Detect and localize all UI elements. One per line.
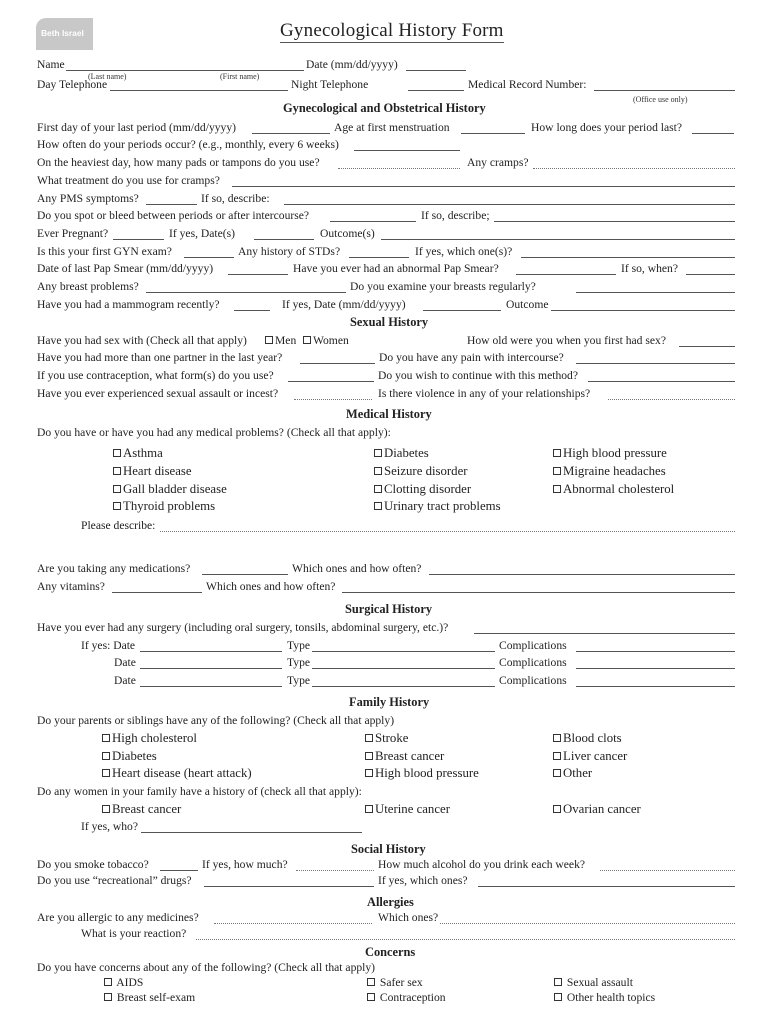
surgery-date-label-2: Date bbox=[114, 656, 136, 669]
stds-label: Any history of STDs? bbox=[238, 245, 341, 258]
surgery-question: Have you ever had any surgery (including oral surgery, tonsils, abdominal surgery, etc.)? bbox=[37, 621, 449, 634]
allergies-heading: Allergies bbox=[367, 895, 414, 909]
ever-pregnant-field[interactable] bbox=[113, 239, 164, 240]
concern-safer-sex-option[interactable]: Safer sex bbox=[367, 976, 423, 990]
surgery-type-label-2: Type bbox=[287, 656, 311, 669]
more-partner-label: Have you had more than one partner in the last year? bbox=[37, 351, 283, 364]
form-title: Gynecological History Form bbox=[280, 20, 504, 41]
spot-label: Do you spot or bleed between periods or after intercourse? bbox=[37, 209, 310, 222]
logo-text: Beth Israel bbox=[41, 28, 84, 38]
office-use-hint: (Office use only) bbox=[633, 95, 688, 104]
reaction-label: What is your reaction? bbox=[81, 927, 187, 940]
first-day-field[interactable] bbox=[252, 133, 330, 134]
surgery-complications-label-2: Complications bbox=[499, 656, 567, 669]
med-which-field[interactable] bbox=[429, 574, 735, 575]
pms-label: Any PMS symptoms? bbox=[37, 192, 139, 205]
concern-other-checkbox[interactable] bbox=[554, 993, 562, 1001]
treatment-field[interactable] bbox=[232, 186, 735, 187]
surgical-heading: Surgical History bbox=[345, 602, 433, 616]
age-first-field[interactable] bbox=[461, 133, 525, 134]
mammo-date-label: If yes, Date (mm/dd/yyyy) bbox=[282, 298, 406, 311]
day-phone-field[interactable] bbox=[110, 90, 288, 91]
date-field[interactable] bbox=[406, 70, 466, 71]
last-name-hint: (Last name) bbox=[88, 72, 127, 81]
wf-breast-cancer-option[interactable]: Breast cancer bbox=[102, 802, 181, 817]
first-gyn-label: Is this your first GYN exam? bbox=[37, 245, 172, 258]
surgery-date-field-2[interactable] bbox=[140, 668, 282, 669]
contraception-label: If you use contraception, what form(s) do you use? bbox=[37, 369, 274, 382]
who-label: If yes, who? bbox=[81, 820, 138, 833]
treatment-label: What treatment do you use for cramps? bbox=[37, 174, 220, 187]
title-underline bbox=[280, 42, 504, 43]
medical-heading: Medical History bbox=[346, 407, 432, 421]
women-option[interactable]: Women bbox=[303, 334, 349, 348]
reaction-field[interactable] bbox=[196, 939, 735, 940]
heart-disease-checkbox[interactable] bbox=[113, 467, 121, 475]
wf-uterine-cancer-option[interactable]: Uterine cancer bbox=[365, 802, 450, 817]
medications-field[interactable] bbox=[202, 574, 288, 575]
migraine-option[interactable]: Migraine headaches bbox=[553, 464, 666, 479]
concern-aids-checkbox[interactable] bbox=[104, 978, 112, 986]
how-long-field[interactable] bbox=[692, 133, 734, 134]
wf-uterine-cancer-checkbox[interactable] bbox=[365, 805, 373, 813]
how-old-field[interactable] bbox=[679, 346, 735, 347]
concern-aids-option[interactable]: AIDS bbox=[104, 976, 143, 990]
alcohol-label: How much alcohol do you drink each week? bbox=[378, 858, 586, 871]
last-pap-label: Date of last Pap Smear (mm/dd/yyyy) bbox=[37, 262, 214, 275]
drugs-which-label: If yes, which ones? bbox=[378, 874, 468, 887]
describe-field[interactable] bbox=[160, 531, 735, 532]
women-family-question: Do any women in your family have a history of (check all that apply): bbox=[37, 785, 362, 798]
assault-label: Have you ever experienced sexual assault or incest? bbox=[37, 387, 279, 400]
gyn-heading: Gynecological and Obstetrical History bbox=[283, 101, 486, 115]
wf-ovarian-cancer-option[interactable]: Ovarian cancer bbox=[553, 802, 641, 817]
cholesterol-checkbox[interactable] bbox=[553, 485, 561, 493]
ever-pregnant-label: Ever Pregnant? bbox=[37, 227, 109, 240]
fam-diabetes-checkbox[interactable] bbox=[102, 752, 110, 760]
how-much-label: If yes, how much? bbox=[202, 858, 288, 871]
breast-problems-field[interactable] bbox=[146, 292, 346, 293]
fam-stroke-checkbox[interactable] bbox=[365, 734, 373, 742]
fam-blood-clots-checkbox[interactable] bbox=[553, 734, 561, 742]
diabetes-option[interactable]: Diabetes bbox=[374, 446, 429, 461]
fam-diabetes-option[interactable]: Diabetes bbox=[102, 749, 157, 764]
drugs-which-field[interactable] bbox=[478, 886, 735, 887]
night-phone-label: Night Telephone bbox=[291, 78, 369, 91]
continue-field[interactable] bbox=[588, 381, 735, 382]
mammo-date-field[interactable] bbox=[423, 310, 501, 311]
day-phone-label: Day Telephone bbox=[37, 78, 108, 91]
heaviest-field[interactable] bbox=[338, 168, 460, 169]
surgery-if-yes-date-label: If yes: Date bbox=[81, 639, 136, 652]
cramps-label: Any cramps? bbox=[467, 156, 529, 169]
breast-exam-label: Do you examine your breasts regularly? bbox=[350, 280, 536, 293]
concern-contraception-option[interactable]: Contraception bbox=[367, 991, 446, 1005]
last-pap-field[interactable] bbox=[228, 274, 288, 275]
surgery-date-field-3[interactable] bbox=[140, 686, 282, 687]
first-gyn-field[interactable] bbox=[184, 257, 234, 258]
surgery-field[interactable] bbox=[474, 633, 735, 634]
social-heading: Social History bbox=[351, 842, 426, 856]
fam-heart-checkbox[interactable] bbox=[102, 769, 110, 777]
cramps-field[interactable] bbox=[533, 168, 735, 169]
tobacco-field[interactable] bbox=[160, 870, 198, 871]
allergic-field[interactable] bbox=[214, 923, 372, 924]
men-checkbox[interactable] bbox=[265, 336, 273, 344]
diabetes-checkbox[interactable] bbox=[374, 449, 382, 457]
pap-when-label: If so, when? bbox=[621, 262, 678, 275]
migraine-checkbox[interactable] bbox=[553, 467, 561, 475]
gall-bladder-checkbox[interactable] bbox=[113, 485, 121, 493]
concern-sexual-assault-checkbox[interactable] bbox=[554, 978, 562, 986]
abnormal-pap-label: Have you ever had an abnormal Pap Smear? bbox=[293, 262, 499, 275]
surgery-type-label-3: Type bbox=[287, 674, 311, 687]
mammogram-field[interactable] bbox=[234, 310, 270, 311]
pms-field[interactable] bbox=[146, 204, 197, 205]
std-which-label: If yes, which one(s)? bbox=[415, 245, 513, 258]
vit-which-label: Which ones and how often? bbox=[206, 580, 336, 593]
more-partner-field[interactable] bbox=[300, 363, 375, 364]
surgery-type-field-3[interactable] bbox=[312, 686, 495, 687]
medications-label: Are you taking any medications? bbox=[37, 562, 191, 575]
spot-describe-label: If so, describe; bbox=[421, 209, 490, 222]
sex-with-label: Have you had sex with (Check all that apply) bbox=[37, 334, 247, 347]
cholesterol-option[interactable]: Abnormal cholesterol bbox=[553, 482, 674, 497]
family-heading: Family History bbox=[349, 695, 430, 709]
thyroid-option[interactable]: Thyroid problems bbox=[113, 499, 215, 514]
who-field[interactable] bbox=[141, 832, 362, 833]
fam-liver-cancer-checkbox[interactable] bbox=[553, 752, 561, 760]
spot-field[interactable] bbox=[330, 221, 416, 222]
concern-breast-self-exam-checkbox[interactable] bbox=[104, 993, 112, 1001]
vitamins-field[interactable] bbox=[112, 592, 202, 593]
night-phone-field[interactable] bbox=[408, 90, 464, 91]
mammo-outcome-label: Outcome bbox=[506, 298, 549, 311]
tobacco-label: Do you smoke tobacco? bbox=[37, 858, 149, 871]
violence-field[interactable] bbox=[608, 399, 735, 400]
pain-field[interactable] bbox=[576, 363, 735, 364]
concern-contraception-checkbox[interactable] bbox=[367, 993, 375, 1001]
asthma-checkbox[interactable] bbox=[113, 449, 121, 457]
concern-safer-sex-checkbox[interactable] bbox=[367, 978, 375, 986]
fam-stroke-option[interactable]: Stroke bbox=[365, 731, 408, 746]
continue-label: Do you wish to continue with this method? bbox=[378, 369, 578, 382]
family-question: Do your parents or siblings have any of the following? (Check all that apply) bbox=[37, 714, 395, 727]
fam-other-option[interactable]: Other bbox=[553, 766, 592, 781]
thyroid-checkbox[interactable] bbox=[113, 502, 121, 510]
outcome-field[interactable] bbox=[381, 239, 735, 240]
fam-heart-option[interactable]: Heart disease (heart attack) bbox=[102, 766, 252, 781]
seizure-checkbox[interactable] bbox=[374, 467, 382, 475]
concern-breast-self-exam-option[interactable]: Breast self-exam bbox=[104, 991, 195, 1005]
wf-breast-cancer-checkbox[interactable] bbox=[102, 805, 110, 813]
high-bp-checkbox[interactable] bbox=[553, 449, 561, 457]
how-much-field[interactable] bbox=[296, 870, 374, 871]
pain-label: Do you have any pain with intercourse? bbox=[379, 351, 564, 364]
fam-high-cholesterol-option[interactable]: High cholesterol bbox=[102, 731, 197, 746]
surgery-complications-field-2[interactable] bbox=[576, 668, 735, 669]
name-label: Name bbox=[37, 58, 65, 71]
fam-breast-cancer-option[interactable]: Breast cancer bbox=[365, 749, 444, 764]
women-checkbox[interactable] bbox=[303, 336, 311, 344]
fam-blood-clots-option[interactable]: Blood clots bbox=[553, 731, 622, 746]
assault-field[interactable] bbox=[294, 399, 372, 400]
vitamins-label: Any vitamins? bbox=[37, 580, 105, 593]
heaviest-label: On the heaviest day, how many pads or tampons do you use? bbox=[37, 156, 320, 169]
surgery-date-label-3: Date bbox=[114, 674, 136, 687]
vit-which-field[interactable] bbox=[342, 592, 735, 593]
first-day-label: First day of your last period (mm/dd/yyyy) bbox=[37, 121, 237, 134]
men-option[interactable]: Men bbox=[265, 334, 296, 348]
alcohol-field[interactable] bbox=[600, 870, 735, 871]
concerns-question: Do you have concerns about any of the following? (Check all that apply) bbox=[37, 961, 376, 974]
surgery-complications-field-3[interactable] bbox=[576, 686, 735, 687]
surgery-complications-label-1: Complications bbox=[499, 639, 567, 652]
name-field[interactable] bbox=[66, 70, 304, 71]
breast-problems-label: Any breast problems? bbox=[37, 280, 139, 293]
med-which-label: Which ones and how often? bbox=[292, 562, 422, 575]
contraception-field[interactable] bbox=[288, 381, 374, 382]
pregnant-dates-field[interactable] bbox=[254, 239, 314, 240]
describe-label: Please describe: bbox=[81, 519, 156, 532]
urinary-checkbox[interactable] bbox=[374, 502, 382, 510]
outcome-label: Outcome(s) bbox=[320, 227, 375, 240]
how-often-label: How often do your periods occur? (e.g., monthly, every 6 weeks) bbox=[37, 138, 339, 151]
pms-describe-field[interactable] bbox=[284, 204, 735, 205]
surgery-complications-label-3: Complications bbox=[499, 674, 567, 687]
how-often-field[interactable] bbox=[354, 150, 460, 151]
allergic-label: Are you allergic to any medicines? bbox=[37, 911, 199, 924]
hospital-logo bbox=[36, 18, 93, 50]
wf-ovarian-cancer-checkbox[interactable] bbox=[553, 805, 561, 813]
mammo-outcome-field[interactable] bbox=[551, 310, 735, 311]
pms-describe-label: If so, describe: bbox=[201, 192, 270, 205]
allergy-which-label: Which ones? bbox=[378, 911, 439, 924]
first-name-hint: (First name) bbox=[220, 72, 260, 81]
surgery-type-field-1[interactable] bbox=[312, 651, 495, 652]
clotting-option[interactable]: Clotting disorder bbox=[374, 482, 471, 497]
clotting-checkbox[interactable] bbox=[374, 485, 382, 493]
heart-disease-option[interactable]: Heart disease bbox=[113, 464, 192, 479]
drugs-field[interactable] bbox=[204, 886, 374, 887]
medical-question: Do you have or have you had any medical problems? (Check all that apply): bbox=[37, 426, 391, 439]
fam-high-cholesterol-checkbox[interactable] bbox=[102, 734, 110, 742]
gall-bladder-option[interactable]: Gall bladder disease bbox=[113, 482, 227, 497]
how-old-label: How old were you when you first had sex? bbox=[467, 334, 666, 347]
date-label: Date (mm/dd/yyyy) bbox=[306, 58, 398, 71]
mrn-field[interactable] bbox=[594, 90, 735, 91]
age-first-label: Age at first menstruation bbox=[334, 121, 450, 134]
high-bp-option[interactable]: High blood pressure bbox=[553, 446, 667, 461]
breast-exam-field[interactable] bbox=[576, 292, 735, 293]
fam-high-bp-checkbox[interactable] bbox=[365, 769, 373, 777]
asthma-option[interactable]: Asthma bbox=[113, 446, 163, 461]
violence-label: Is there violence in any of your relationships? bbox=[378, 387, 591, 400]
concern-other-option[interactable]: Other health topics bbox=[554, 991, 655, 1005]
how-long-label: How long does your period last? bbox=[531, 121, 683, 134]
surgery-type-label-1: Type bbox=[287, 639, 311, 652]
spot-describe-field[interactable] bbox=[494, 221, 735, 222]
surgery-type-field-2[interactable] bbox=[312, 668, 495, 669]
std-which-field[interactable] bbox=[521, 257, 735, 258]
pregnant-dates-label: If yes, Date(s) bbox=[169, 227, 235, 240]
drugs-label: Do you use “recreational” drugs? bbox=[37, 874, 192, 887]
concern-sexual-assault-option[interactable]: Sexual assault bbox=[554, 976, 633, 990]
surgery-complications-field-1[interactable] bbox=[576, 651, 735, 652]
sexual-heading: Sexual History bbox=[350, 315, 429, 329]
urinary-option[interactable]: Urinary tract problems bbox=[374, 499, 501, 514]
pap-when-field[interactable] bbox=[686, 274, 735, 275]
fam-breast-cancer-checkbox[interactable] bbox=[365, 752, 373, 760]
seizure-option[interactable]: Seizure disorder bbox=[374, 464, 468, 479]
stds-field[interactable] bbox=[349, 257, 409, 258]
fam-liver-cancer-option[interactable]: Liver cancer bbox=[553, 749, 627, 764]
concerns-heading: Concerns bbox=[365, 945, 416, 959]
abnormal-pap-field[interactable] bbox=[516, 274, 616, 275]
fam-high-bp-option[interactable]: High blood pressure bbox=[365, 766, 479, 781]
allergy-which-field[interactable] bbox=[440, 923, 735, 924]
fam-other-checkbox[interactable] bbox=[553, 769, 561, 777]
surgery-date-field-1[interactable] bbox=[140, 651, 282, 652]
mrn-label: Medical Record Number: bbox=[468, 78, 587, 91]
mammogram-label: Have you had a mammogram recently? bbox=[37, 298, 220, 311]
